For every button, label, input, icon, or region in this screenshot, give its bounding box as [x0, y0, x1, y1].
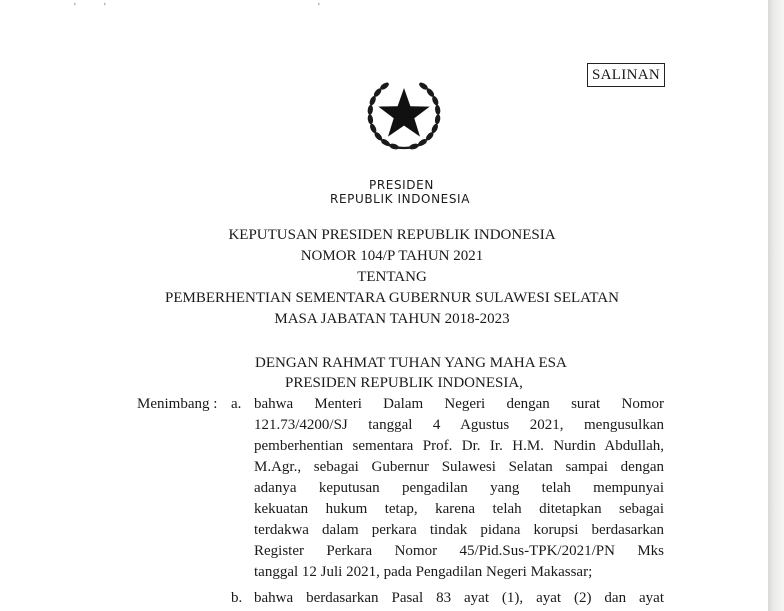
considering-label: Menimbang : — [137, 396, 218, 412]
item-a-line: terdakwa dalam perkara tindak pidana korupsi berdasarkan — [254, 522, 664, 538]
scan-mark: ' — [318, 2, 320, 13]
decree-number: NOMOR 104/P TAHUN 2021 — [300, 248, 484, 264]
item-a-line: kekuatan hukum tetap, karena telah ditetapkan sebagai — [254, 501, 664, 517]
item-a-line: pemberhentian sementara Prof. Dr. Ir. H.M. Nurdin Abdullah, — [254, 438, 664, 454]
preamble-line-2: PRESIDEN REPUBLIK INDONESIA, — [285, 375, 523, 391]
item-a-line: 121.73/4200/SJ tanggal 4 Agustus 2021, mengusulkan — [254, 417, 664, 433]
item-a-marker: a. — [231, 396, 242, 412]
decree-about: TENTANG — [357, 269, 427, 285]
item-a-line: bahwa Menteri Dalam Negeri dengan surat Nomor — [254, 396, 664, 412]
scan-mark: ' — [74, 2, 76, 13]
scan-mark: ' — [104, 2, 106, 13]
page-edge-shadow — [768, 0, 784, 611]
decree-term: MASA JABATAN TAHUN 2018-2023 — [274, 311, 510, 327]
heading-president: PRESIDEN — [369, 178, 434, 192]
item-a-line: Register Perkara Nomor 45/Pid.Sus-TPK/2021/PN Mks — [254, 543, 664, 559]
decree-subject: PEMBERHENTIAN SEMENTARA GUBERNUR SULAWESI SELATAN — [165, 290, 619, 306]
preamble-line-1: DENGAN RAHMAT TUHAN YANG MAHA ESA — [255, 355, 567, 371]
heading-republic: REPUBLIK INDONESIA — [330, 192, 471, 206]
item-b-marker: b. — [231, 590, 243, 606]
salinan-stamp: SALINAN — [587, 63, 665, 87]
item-a-line: adanya keputusan pengadilan yang telah mempunyai — [254, 480, 664, 496]
decree-title: KEPUTUSAN PRESIDEN REPUBLIK INDONESIA — [228, 227, 556, 243]
item-a-line: tanggal 12 Juli 2021, pada Pengadilan Negeri Makassar; — [254, 564, 593, 580]
garuda-star-emblem-icon — [360, 70, 448, 158]
item-b-line: bahwa berdasarkan Pasal 83 ayat (1), ayat (2) dan ayat — [254, 590, 664, 606]
item-a-line: M.Agr., sebagai Gubernur Sulawesi Selatan sampai dengan — [254, 459, 664, 475]
